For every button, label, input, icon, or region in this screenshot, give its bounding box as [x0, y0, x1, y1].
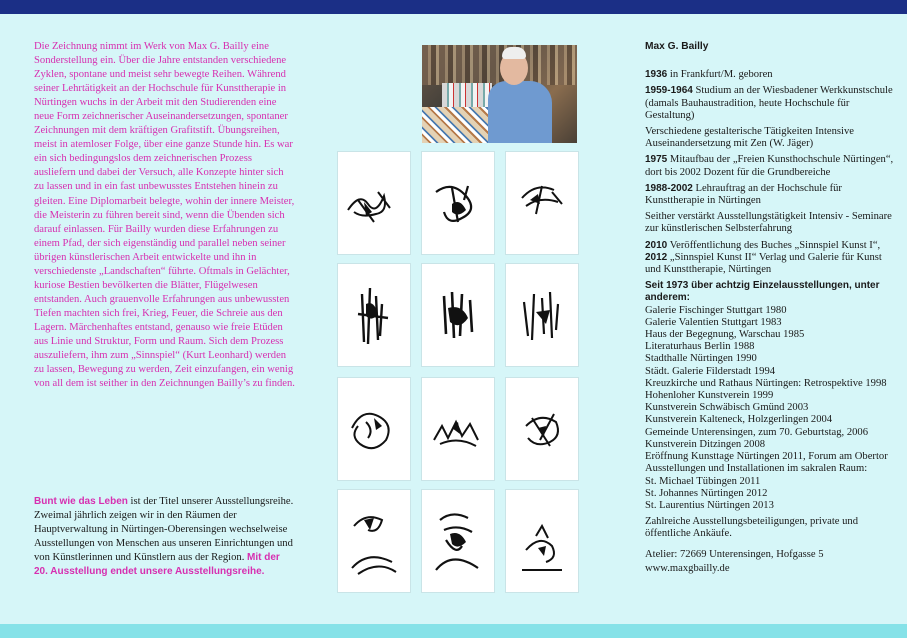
series-end-note: Mit der 20. Ausstellung endet unsere Ausstellungsreihe. — [34, 552, 280, 578]
bio-entry: 2012 „Sinnspiel Kunst II“ Verlag und Galerie für Kunst und Kunsttherapie, Nürtingen — [645, 251, 882, 276]
exhibition-item: Kunstverein Schwäbisch Gmünd 2003 — [645, 402, 809, 414]
bio-entry: 1959-1964 Studium an der Wiesbadener Werkkunstschule (damals Bauhaustradition, heute Hochschule für Gestaltung) — [645, 85, 893, 121]
drawing-thumbnail — [422, 490, 494, 592]
exhibitions-heading: Seit 1973 über achtzig Einzelausstellungen, unter anderem: — [645, 280, 880, 304]
drawing-thumbnail — [506, 490, 578, 592]
exhibition-series-note — [34, 495, 296, 579]
closing-note: Zahlreiche Ausstellungsbeteiligungen, private und öffentliche Ankäufe. — [645, 516, 858, 540]
bio-entry: 1975 Mitaufbau der „Freien Kunsthochschule Nürtingen“, dort bis 2002 Dozent für die Grundbereiche — [645, 154, 894, 178]
intro-text-column — [34, 40, 296, 391]
series-description: ist der Titel unserer Ausstellungsreihe. Zweimal jährlich zeigen wir in den Räumen der Hauptverwaltung in Nürtingen-Oberensingen wechselweise Ausstellungen von Menschen aus unseren Einrichtungen und von Künstlerinnen und Künstlern aus der Region. — [34, 496, 294, 564]
website-link[interactable]: www.maxgbailly.de — [645, 562, 730, 574]
exhibition-item: St. Laurentius Nürtingen 2013 — [645, 499, 774, 511]
top-band — [0, 0, 907, 14]
drawing-thumbnail — [338, 264, 410, 366]
drawing-thumbnail — [506, 264, 578, 366]
bio-entry: Seither verstärkt Ausstellungstätigkeit Intensiv - Seminare zur künstlerischen Selbsterfahrung — [645, 211, 892, 235]
series-title: Bunt wie das Leben — [34, 496, 128, 507]
exhibitions-list — [645, 305, 895, 512]
bio-entry: 2010 Veröffentlichung des Buches „Sinnspiel Kunst I“, — [645, 239, 881, 251]
bio-entry: 1988-2002 Lehrauftrag an der Hochschule für Kunsttherapie in Nürtingen — [645, 182, 842, 207]
artist-biography — [645, 41, 895, 579]
atelier-address: Atelier: 72669 Unterensingen, Hofgasse 5 — [645, 548, 824, 560]
drawing-thumbnail — [422, 264, 494, 366]
artist-portrait-photo — [422, 45, 577, 143]
drawings-grid — [338, 152, 578, 612]
exhibition-item: Kunstverein Kalteneck, Holzgerlingen 2004 — [645, 414, 833, 426]
bottom-band — [0, 624, 907, 638]
drawing-thumbnail — [422, 378, 494, 480]
exhibition-item: Stadthalle Nürtingen 1990 — [645, 353, 757, 365]
exhibition-item: Galerie Fischinger Stuttgart 1980 — [645, 304, 787, 316]
exhibition-item: Kunstverein Ditzingen 2008 — [645, 438, 766, 450]
exhibition-item: Literaturhaus Berlin 1988 — [645, 341, 755, 353]
exhibition-item: Galerie Valentien Stuttgart 1983 — [645, 316, 782, 328]
bio-entry: Verschiedene gestalterische Tätigkeiten Intensive Auseinandersetzung mit Zen (W. Jäger) — [645, 126, 854, 150]
bio-entry: 1936 in Frankfurt/M. geboren — [645, 69, 773, 81]
exhibition-item: Ausstellungen und Installationen im sakralen Raum: — [645, 463, 868, 475]
exhibition-item: St. Johannes Nürtingen 2012 — [645, 487, 768, 499]
artist-name: Max G. Bailly — [645, 41, 709, 52]
exhibition-item: Hohenloher Kunstverein 1999 — [645, 390, 774, 402]
exhibition-item: Städt. Galerie Filderstadt 1994 — [645, 365, 776, 377]
drawing-thumbnail — [338, 152, 410, 254]
exhibition-item: St. Michael Tübingen 2011 — [645, 475, 761, 487]
exhibition-item: Kreuzkirche und Rathaus Nürtingen: Retrospektive 1998 — [645, 377, 887, 389]
drawing-thumbnail — [338, 490, 410, 592]
drawing-thumbnail — [338, 378, 410, 480]
drawing-thumbnail — [422, 152, 494, 254]
exhibition-item: Gemeinde Unterensingen, zum 70. Geburtstag, 2006 — [645, 426, 869, 438]
drawing-thumbnail — [506, 152, 578, 254]
drawing-thumbnail — [506, 378, 578, 480]
intro-paragraph: Die Zeichnung nimmt im Werk von Max G. Bailly eine Sonderstellung ein. Über die Jahre entstanden verschiedene Zyklen, spontane und meist sehr bewegte Reihen. Während seiner Lehrtätigkeit an der Hochschule für Kunsttherapie in Nürtingen wuchs in der Arbeit mit den Studierenden eine neue Form zeichnerischer Auseinandersetzungen, spontaner Zeichnungen mit dem kräftigen Grafitstift. Übungsreihen, meist in atemloser Folge, über eine ganze Stunde hin. Es war ein sich bedingungslos dem zeichnerischen Prozess ausliefern und dabei der Versuch, alle Konzepte hinter sich zu lassen und in ein fast unbewusstes Entstehen hinein zu gleiten. Eine Diplomarbeit belegte, wohin der innere Meister, die Meisterin zu führen bereit sind, wenn die Übenden sich darauf einlassen. Für Bailly wurden diese Erfahrungen zu einem Pfad, der sich eigenständig und parallel neben seiner übrigen künstlerischen Arbeit entwickelte und ihn in verschiedenste „Landschaften“ führte. Oftmals in Gelächter, kuriose Bestien bevölkerten die Blätter, Flügelwesen entstanden. Auch grauenvolle Erfahrungen aus unbewussten Tiefen machten sich frei, Krieg, Feuer, die Schreie aus den Lagern. Märchenhaftes entstand, genauso wie freie Etüden aus Linie und Struktur, Form und Raum. Sich dem Prozess auszuliefern, ihm zum „Sinnspiel“ (Kurt Leonhard) werden zu lassen, Bewegung zu werden, Zeit einzufangen, ein wenig von all dem ist seither in den Zeichnungen Bailly’s zu finden. — [34, 41, 295, 390]
exhibition-item: Haus der Begegnung, Warschau 1985 — [645, 329, 805, 341]
exhibition-item: Eröffnung Kunsttage Nürtingen 2011, Forum am Obertor — [645, 451, 888, 463]
